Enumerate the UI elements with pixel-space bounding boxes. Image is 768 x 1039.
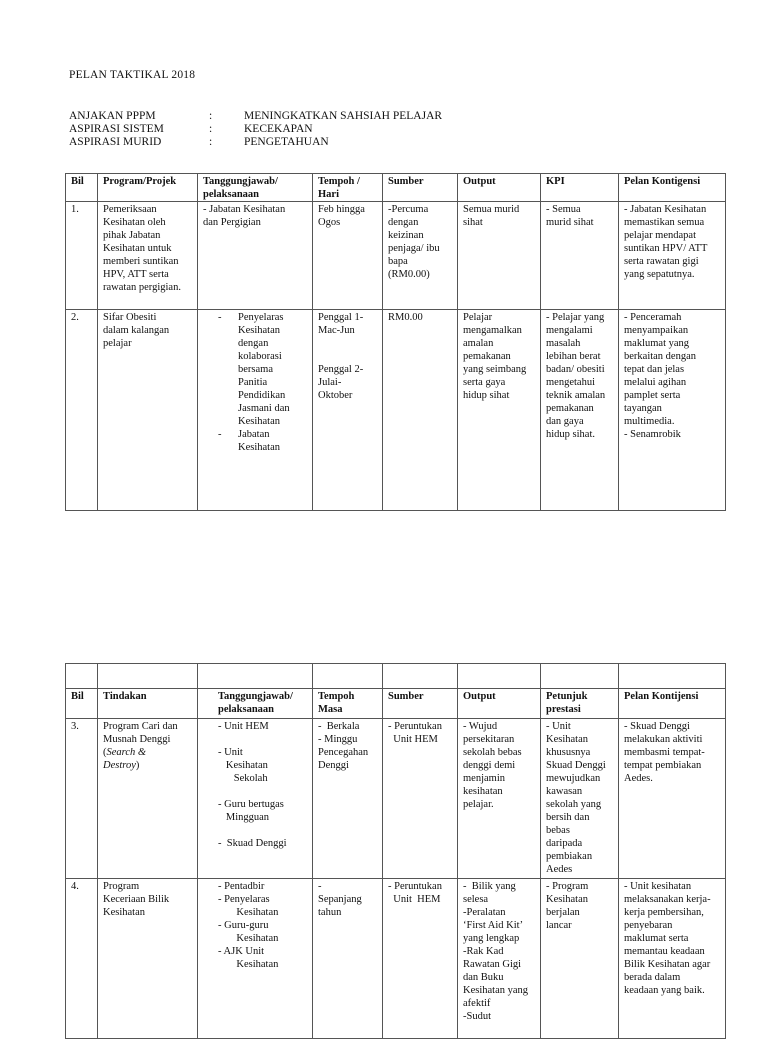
plan-table-1 [65, 173, 726, 511]
cell-tempoh: Feb hingga Ogos [313, 202, 383, 310]
cell-tanggungjawab: - Jabatan Kesihatan dan Pergigian [198, 202, 313, 310]
header-bil: Bil [66, 174, 98, 202]
cell-output: Semua murid sihat [458, 202, 541, 310]
cell-sumber: -Percuma dengan keizinan penjaga/ ibu bapa (RM0.00) [383, 202, 458, 310]
empty-cell [98, 664, 198, 689]
table-empty-row [66, 664, 726, 689]
header-petunjuk-prestasi: Petunjuk prestasi [541, 689, 619, 719]
table-row [66, 719, 726, 879]
header-output: Output [458, 174, 541, 202]
cell-kontijensi: - Unit kesihatan melaksanakan kerja- kerja pembersihan, penyebaran maklumat serta memantau keadaan Bilik Kesihatan agar berada dalam keadaan yang baik. [619, 879, 726, 1039]
empty-cell [313, 664, 383, 689]
empty-cell [198, 664, 313, 689]
cell-sumber: - Peruntukan Unit HEM [383, 879, 458, 1039]
info-key: ASPIRASI SISTEM [69, 123, 164, 135]
empty-cell [383, 664, 458, 689]
info-value: PENGETAHUAN [244, 136, 329, 148]
cell-bil: 1. [66, 202, 98, 310]
cell-sumber: RM0.00 [383, 310, 458, 511]
empty-cell [619, 664, 726, 689]
cell-tanggungjawab: - Unit HEM - Unit Kesihatan Sekolah - Guru bertugas Mingguan - Skuad Denggi [198, 719, 313, 879]
cell-program: Pemeriksaan Kesihatan oleh pihak Jabatan Kesihatan untuk memberi suntikan HPV, ATT serta rawatan pergigian. [98, 202, 198, 310]
info-key: ANJAKAN PPPM [69, 110, 156, 122]
cell-sumber: - Peruntukan Unit HEM [383, 719, 458, 879]
cell-petunjuk: - Program Kesihatan berjalan lancar [541, 879, 619, 1039]
plan-info [69, 110, 442, 149]
header-tempoh-masa: Tempoh Masa [313, 689, 383, 719]
cell-kontigensi: - Jabatan Kesihatan memastikan semua pelajar mendapat suntikan HPV/ ATT serta rawatan gigi yang sepatutnya. [619, 202, 726, 310]
list-dash: - [218, 429, 222, 440]
info-separator: : [209, 136, 213, 148]
tindakan-text: Program Cari dan Musnah Denggi ( [103, 721, 178, 758]
info-separator: : [209, 123, 213, 135]
info-value: KECEKAPAN [244, 123, 313, 135]
header-sumber: Sumber [383, 689, 458, 719]
header-output: Output [458, 689, 541, 719]
info-row-anjakan [69, 110, 442, 123]
header-sumber: Sumber [383, 174, 458, 202]
tindakan-text-end: ) [135, 760, 140, 771]
cell-output: Pelajar mengamalkan amalan pemakanan yang seimbang serta gaya hidup sihat [458, 310, 541, 511]
empty-cell [66, 664, 98, 689]
empty-cell [541, 664, 619, 689]
header-bil: Bil [66, 689, 98, 719]
cell-tanggungjawab: - Pentadbir - Penyelaras Kesihatan - Guru-guru Kesihatan - AJK Unit Kesihatan [198, 879, 313, 1039]
header-tempoh: Tempoh / Hari [313, 174, 383, 202]
cell-kontigensi: - Penceramah menyampaikan maklumat yang berkaitan dengan tepat dan jelas melalui agihan pamplet serta tayangan multimedia. - Senamrobik [619, 310, 726, 511]
info-key: ASPIRASI MURID [69, 136, 162, 148]
cell-output: - Wujud persekitaran sekolah bebas denggi demi menjamin kesihatan pelajar. [458, 719, 541, 879]
empty-cell [458, 664, 541, 689]
cell-tindakan: Program Keceriaan Bilik Kesihatan [98, 879, 198, 1039]
table-row [66, 310, 726, 511]
header-kontijensi: Pelan Kontijensi [619, 689, 726, 719]
cell-tanggungjawab [198, 310, 313, 511]
header-tanggungjawab: Tanggungjawab/ pelaksanaan [198, 174, 313, 202]
list-dash: - [218, 312, 222, 323]
document-title: PELAN TAKTIKAL 2018 [69, 69, 196, 81]
cell-bil: 2. [66, 310, 98, 511]
cell-petunjuk: - Unit Kesihatan khususnya Skuad Denggi mewujudkan kawasan sekolah yang bersih dan bebas daripada pembiakan Aedes [541, 719, 619, 879]
table-header-row [66, 689, 726, 719]
header-kontigensi: Pelan Kontigensi [619, 174, 726, 202]
list-item [218, 311, 307, 428]
cell-tempoh: - Sepanjang tahun [313, 879, 383, 1039]
cell-tempoh: - Berkala - Minggu Pencegahan Denggi [313, 719, 383, 879]
cell-output: - Bilik yang selesa -Peralatan ‘First Aid Kit’ yang lengkap -Rak Kad Rawatan Gigi dan Buku Kesihatan yang afektif -Sudut [458, 879, 541, 1039]
tindakan-italic-text: Search & Destroy [103, 747, 147, 771]
info-row-aspirasi-murid [69, 136, 442, 149]
cell-bil: 4. [66, 879, 98, 1039]
cell-tempoh: Penggal 1- Mac-Jun Penggal 2- Julai- Oktober [313, 310, 383, 511]
cell-kpi: - Pelajar yang mengalami masalah lebihan berat badan/ obesiti mengetahui teknik amalan pemakanan dan gaya hidup sihat. [541, 310, 619, 511]
table-header-row [66, 174, 726, 202]
header-kpi: KPI [541, 174, 619, 202]
list-item-text: Jabatan Kesihatan [238, 429, 280, 453]
cell-kpi: - Semua murid sihat [541, 202, 619, 310]
cell-bil: 3. [66, 719, 98, 879]
info-separator: : [209, 110, 213, 122]
header-tindakan: Tindakan [98, 689, 198, 719]
cell-program: Sifar Obesiti dalam kalangan pelajar [98, 310, 198, 511]
cell-tindakan [98, 719, 198, 879]
header-tanggungjawab: Tanggungjawab/ pelaksanaan [198, 689, 313, 719]
info-row-aspirasi-sistem [69, 123, 442, 136]
list-item-text: Penyelaras Kesihatan dengan kolaborasi bersama Panitia Pendidikan Jasmani dan Kesihatan [238, 312, 290, 427]
plan-table-2 [65, 663, 726, 1039]
table-row [66, 879, 726, 1039]
list-item [218, 428, 307, 454]
cell-kontijensi: - Skuad Denggi melakukan aktiviti membasmi tempat- tempat pembiakan Aedes. [619, 719, 726, 879]
info-value: MENINGKATKAN SAHSIAH PELAJAR [244, 110, 443, 122]
header-program: Program/Projek [98, 174, 198, 202]
table-row [66, 202, 726, 310]
